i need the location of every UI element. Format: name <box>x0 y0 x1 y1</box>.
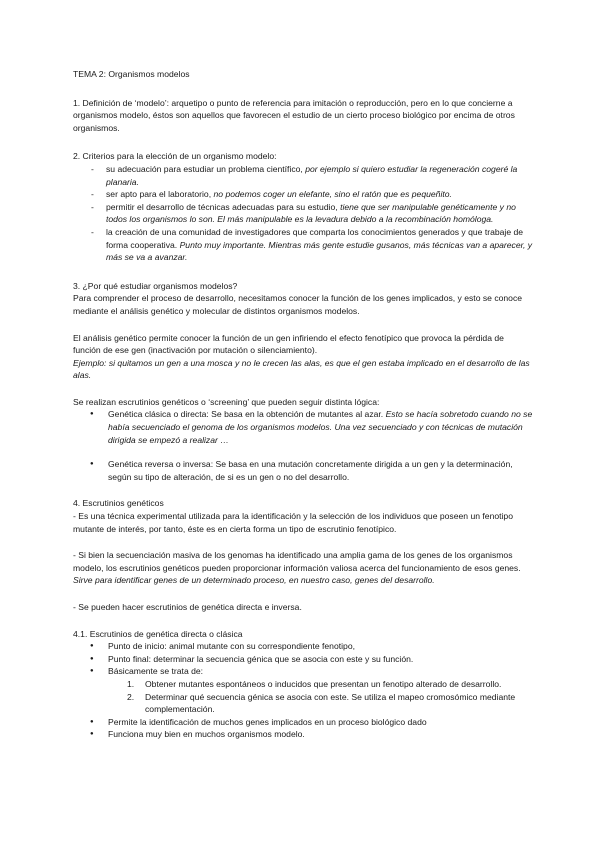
section-2-heading: 2. Criterios para la elección de un organismo modelo: <box>73 151 277 162</box>
screening-types-list <box>73 408 533 483</box>
forward-genetics-list <box>73 640 533 678</box>
screening-type-item: ● Genética clásica o directa: Se basa en la obtención de mutantes al azar. Esto se hacía sobretodo cuando no se había secuenciado el genoma de los organismos modelos. Una vez secuenciado y con técnicas de mutación dirigida se empezó a realizar … <box>73 408 533 446</box>
criteria-item: - permitir el desarrollo de técnicas adecuadas para su estudio, tiene que ser manipulable genéticamente y no todos los organismos lo son. El más manipulable es la levadura debido a la recombinación homóloga. <box>73 201 533 226</box>
section-3-heading: 3. ¿Por qué estudiar organismos modelos? <box>73 280 238 291</box>
genetic-analysis-paragraph: El análisis genético permite conocer la función de un gen infiriendo el efecto fenotípico que provoca la pérdida de función de ese gen (inactivación por mutación o silenciamiento). <box>73 332 504 356</box>
section-4-heading: 4. Escrutinios genéticos <box>73 498 164 509</box>
document-title: TEMA 2: Organismos modelos <box>73 69 190 79</box>
section-4-paragraph-1: - Es una técnica experimental utilizada para la identificación y la selección de los individuos que poseen un fenotipo mutante de interés, por tanto, éste es en cierta forma un tipo de escrutinio fenotípico. <box>73 511 513 534</box>
step-item: 1. Obtener mutantes espontáneos o inducidos que presentan un fenotipo alterado de desarrollo. <box>127 678 502 689</box>
forward-genetics-item: ● Funciona muy bien en muchos organismos modelo. <box>73 728 533 741</box>
screening-intro: Se realizan escrutinios genéticos o ‘screening’ que pueden seguir distinta lógica: <box>73 396 380 407</box>
criteria-item: - la creación de una comunidad de investigadores que comparta los conocimientos generados y que trabaje de forma cooperativa. Punto muy importante. Mientras más gente estudie gusanos, más técnicas van a aparecer, y más se va a avanzar. <box>73 226 533 264</box>
forward-genetics-item: ● Permite la identificación de muchos genes implicados en un proceso biológico dado <box>73 716 533 729</box>
forward-genetics-list-cont <box>73 716 533 741</box>
document-page <box>73 68 533 741</box>
screening-type-item: ● Genética reversa o inversa: Se basa en una mutación concretamente dirigida a un gen y la determinación, según su tipo de alteración, de si es un gen o no del desarrollo. <box>73 458 533 483</box>
step-item: 2. Determinar qué secuencia génica se asocia con este. Se utiliza el mapeo cromosómico mediante complementación. <box>127 691 516 715</box>
forward-genetics-item: ● Básicamente se trata de: <box>73 665 533 678</box>
criteria-item: - su adecuación para estudiar un problema científico, por ejemplo si quiero estudiar la regeneración cogeré la planaria. <box>73 163 533 188</box>
forward-genetics-item: ● Punto final: determinar la secuencia génica que se asocia con este y su función. <box>73 653 533 666</box>
section-3-paragraph: Para comprender el proceso de desarrollo, necesitamos conocer la función de los genes implicados, y esto se conoce mediante el análisis genético y molecular de distintos organismos modelos. <box>73 293 523 316</box>
section-1-definition: 1. Definición de ‘modelo’: arquetipo o punto de referencia para imitación o reproducción, pero en lo que concierne a organismos modelo, éstos son aquellos que favorecen el estudio de un cierto proceso biológico por encima de otros organismos. <box>73 97 515 133</box>
section-41-heading: 4.1. Escrutinios de genética directa o clásica <box>73 628 243 639</box>
criteria-item: - ser apto para el laboratorio, no podemos coger un elefante, sino el ratón que es pequeñito. <box>73 188 533 201</box>
section-4-paragraph-2: - Si bien la secuenciación masiva de los genomas ha identificado una amplia gama de los genes de los organismos modelo, los escrutinios genéticos pueden proporcionar información valiosa acerca del funcionamiento de esos genes. <box>73 550 521 573</box>
section-4-italic-note: Sirve para identificar genes de un determinado proceso, en nuestro caso, genes del desarrollo. <box>73 575 435 586</box>
forward-genetics-item: ● Punto de inicio: animal mutante con su correspondiente fenotipo, <box>73 640 533 653</box>
steps-list <box>73 678 533 716</box>
genetic-analysis-example: Ejemplo: si quitamos un gen a una mosca y no le crecen las alas, es que el gen estaba implicado en el desarrollo de las alas. <box>73 357 530 381</box>
section-4-paragraph-3: - Se pueden hacer escrutinios de genética directa e inversa. <box>73 602 302 612</box>
criteria-list <box>73 163 533 264</box>
